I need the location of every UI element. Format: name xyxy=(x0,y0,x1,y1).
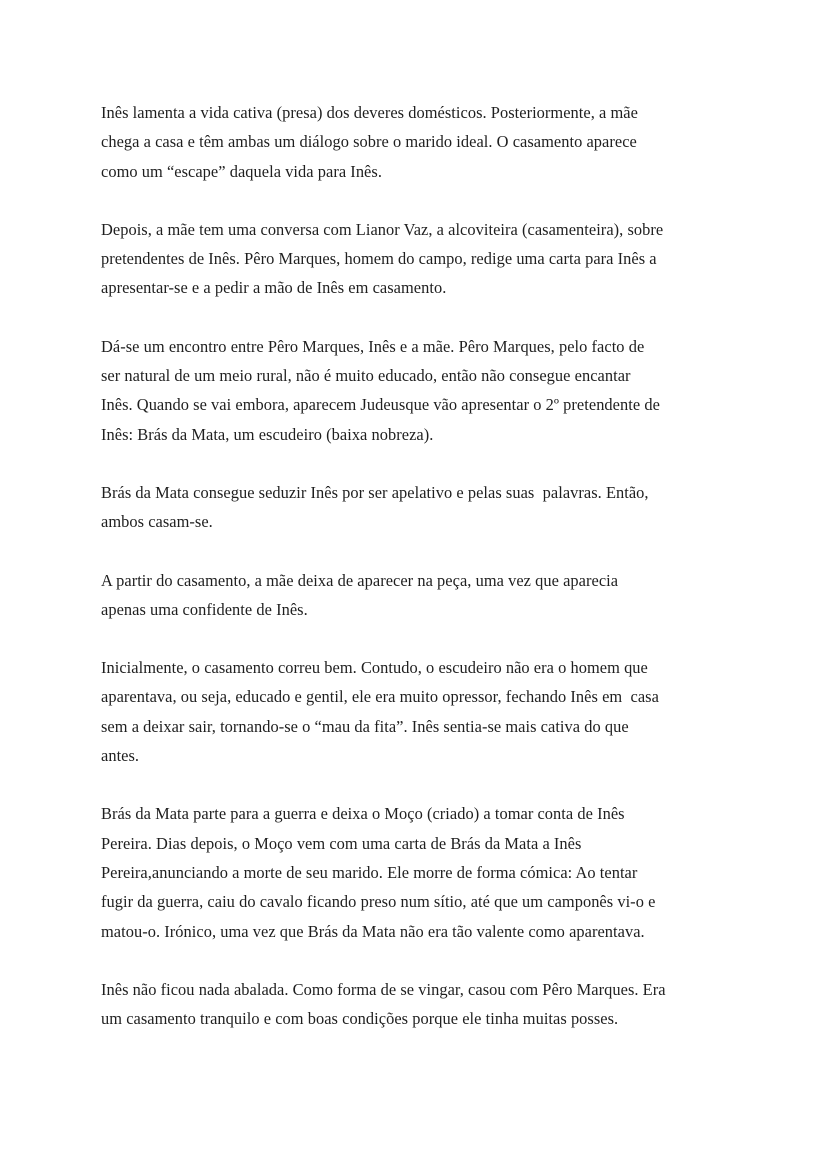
text-line: ambos casam-se. xyxy=(101,512,213,532)
text-line: chega a casa e têm ambas um diálogo sobre o marido ideal. O casamento aparece xyxy=(101,132,637,152)
document-body xyxy=(101,98,741,1062)
paragraph-3 xyxy=(101,332,741,449)
paragraph-1 xyxy=(101,98,741,186)
text-line: Pereira,anunciando a morte de seu marido. Ele morre de forma cómica: Ao tentar xyxy=(101,862,638,882)
text-line: como um “escape” daquela vida para Inês. xyxy=(101,161,382,181)
paragraph-2 xyxy=(101,215,741,303)
text-line: Inês: Brás da Mata, um escudeiro (baixa nobreza). xyxy=(101,424,434,444)
text-line: fugir da guerra, caiu do cavalo ficando preso num sítio, até que um camponês vi-o e xyxy=(101,892,656,912)
paragraph-6 xyxy=(101,653,741,770)
text-line: Inês lamenta a vida cativa (presa) dos deveres domésticos. Posteriormente, a mãe xyxy=(101,103,638,122)
text-line: Inicialmente, o casamento correu bem. Contudo, o escudeiro não era o homem que xyxy=(101,658,648,678)
text-line: sem a deixar sair, tornando-se o “mau da fita”. Inês sentia-se mais cativa do que xyxy=(101,716,629,736)
text-line: Brás da Mata consegue seduzir Inês por ser apelativo e pelas suas palavras. Então, xyxy=(101,482,649,502)
text-line: Brás da Mata parte para a guerra e deixa o Moço (criado) a tomar conta de Inês xyxy=(101,804,625,824)
text-line: aparentava, ou seja, educado e gentil, ele era muito opressor, fechando Inês em casa xyxy=(101,687,659,707)
text-line: matou-o. Irónico, uma vez que Brás da Mata não era tão valente como aparentava. xyxy=(101,921,645,941)
text-line: um casamento tranquilo e com boas condições porque ele tinha muitas posses. xyxy=(101,1009,619,1029)
text-line: apresentar-se e a pedir a mão de Inês em casamento. xyxy=(101,278,447,298)
text-line: Inês não ficou nada abalada. Como forma de se vingar, casou com Pêro Marques. Era xyxy=(101,979,666,999)
text-line: Pereira. Dias depois, o Moço vem com uma carta de Brás da Mata a Inês xyxy=(101,833,582,853)
paragraph-4 xyxy=(101,478,741,537)
paragraph-8 xyxy=(101,975,741,1034)
text-line: A partir do casamento, a mãe deixa de aparecer na peça, uma vez que aparecia xyxy=(101,570,619,590)
text-line: Dá-se um encontro entre Pêro Marques, Inês e a mãe. Pêro Marques, pelo facto de xyxy=(101,336,645,356)
text-line: Depois, a mãe tem uma conversa com Lianor Vaz, a alcoviteira (casamenteira), sobre xyxy=(101,219,664,239)
text-line: ser natural de um meio rural, não é muito educado, então não consegue encantar xyxy=(101,366,631,386)
paragraph-5 xyxy=(101,566,741,625)
text-line: Inês. Quando se vai embora, aparecem Judeusque vão apresentar o 2º pretendente de xyxy=(101,395,660,415)
text-line: antes. xyxy=(101,746,140,766)
paragraph-7 xyxy=(101,799,741,945)
text-line: apenas uma confidente de Inês. xyxy=(101,599,308,619)
text-line: pretendentes de Inês. Pêro Marques, homem do campo, redige uma carta para Inês a xyxy=(101,249,657,269)
